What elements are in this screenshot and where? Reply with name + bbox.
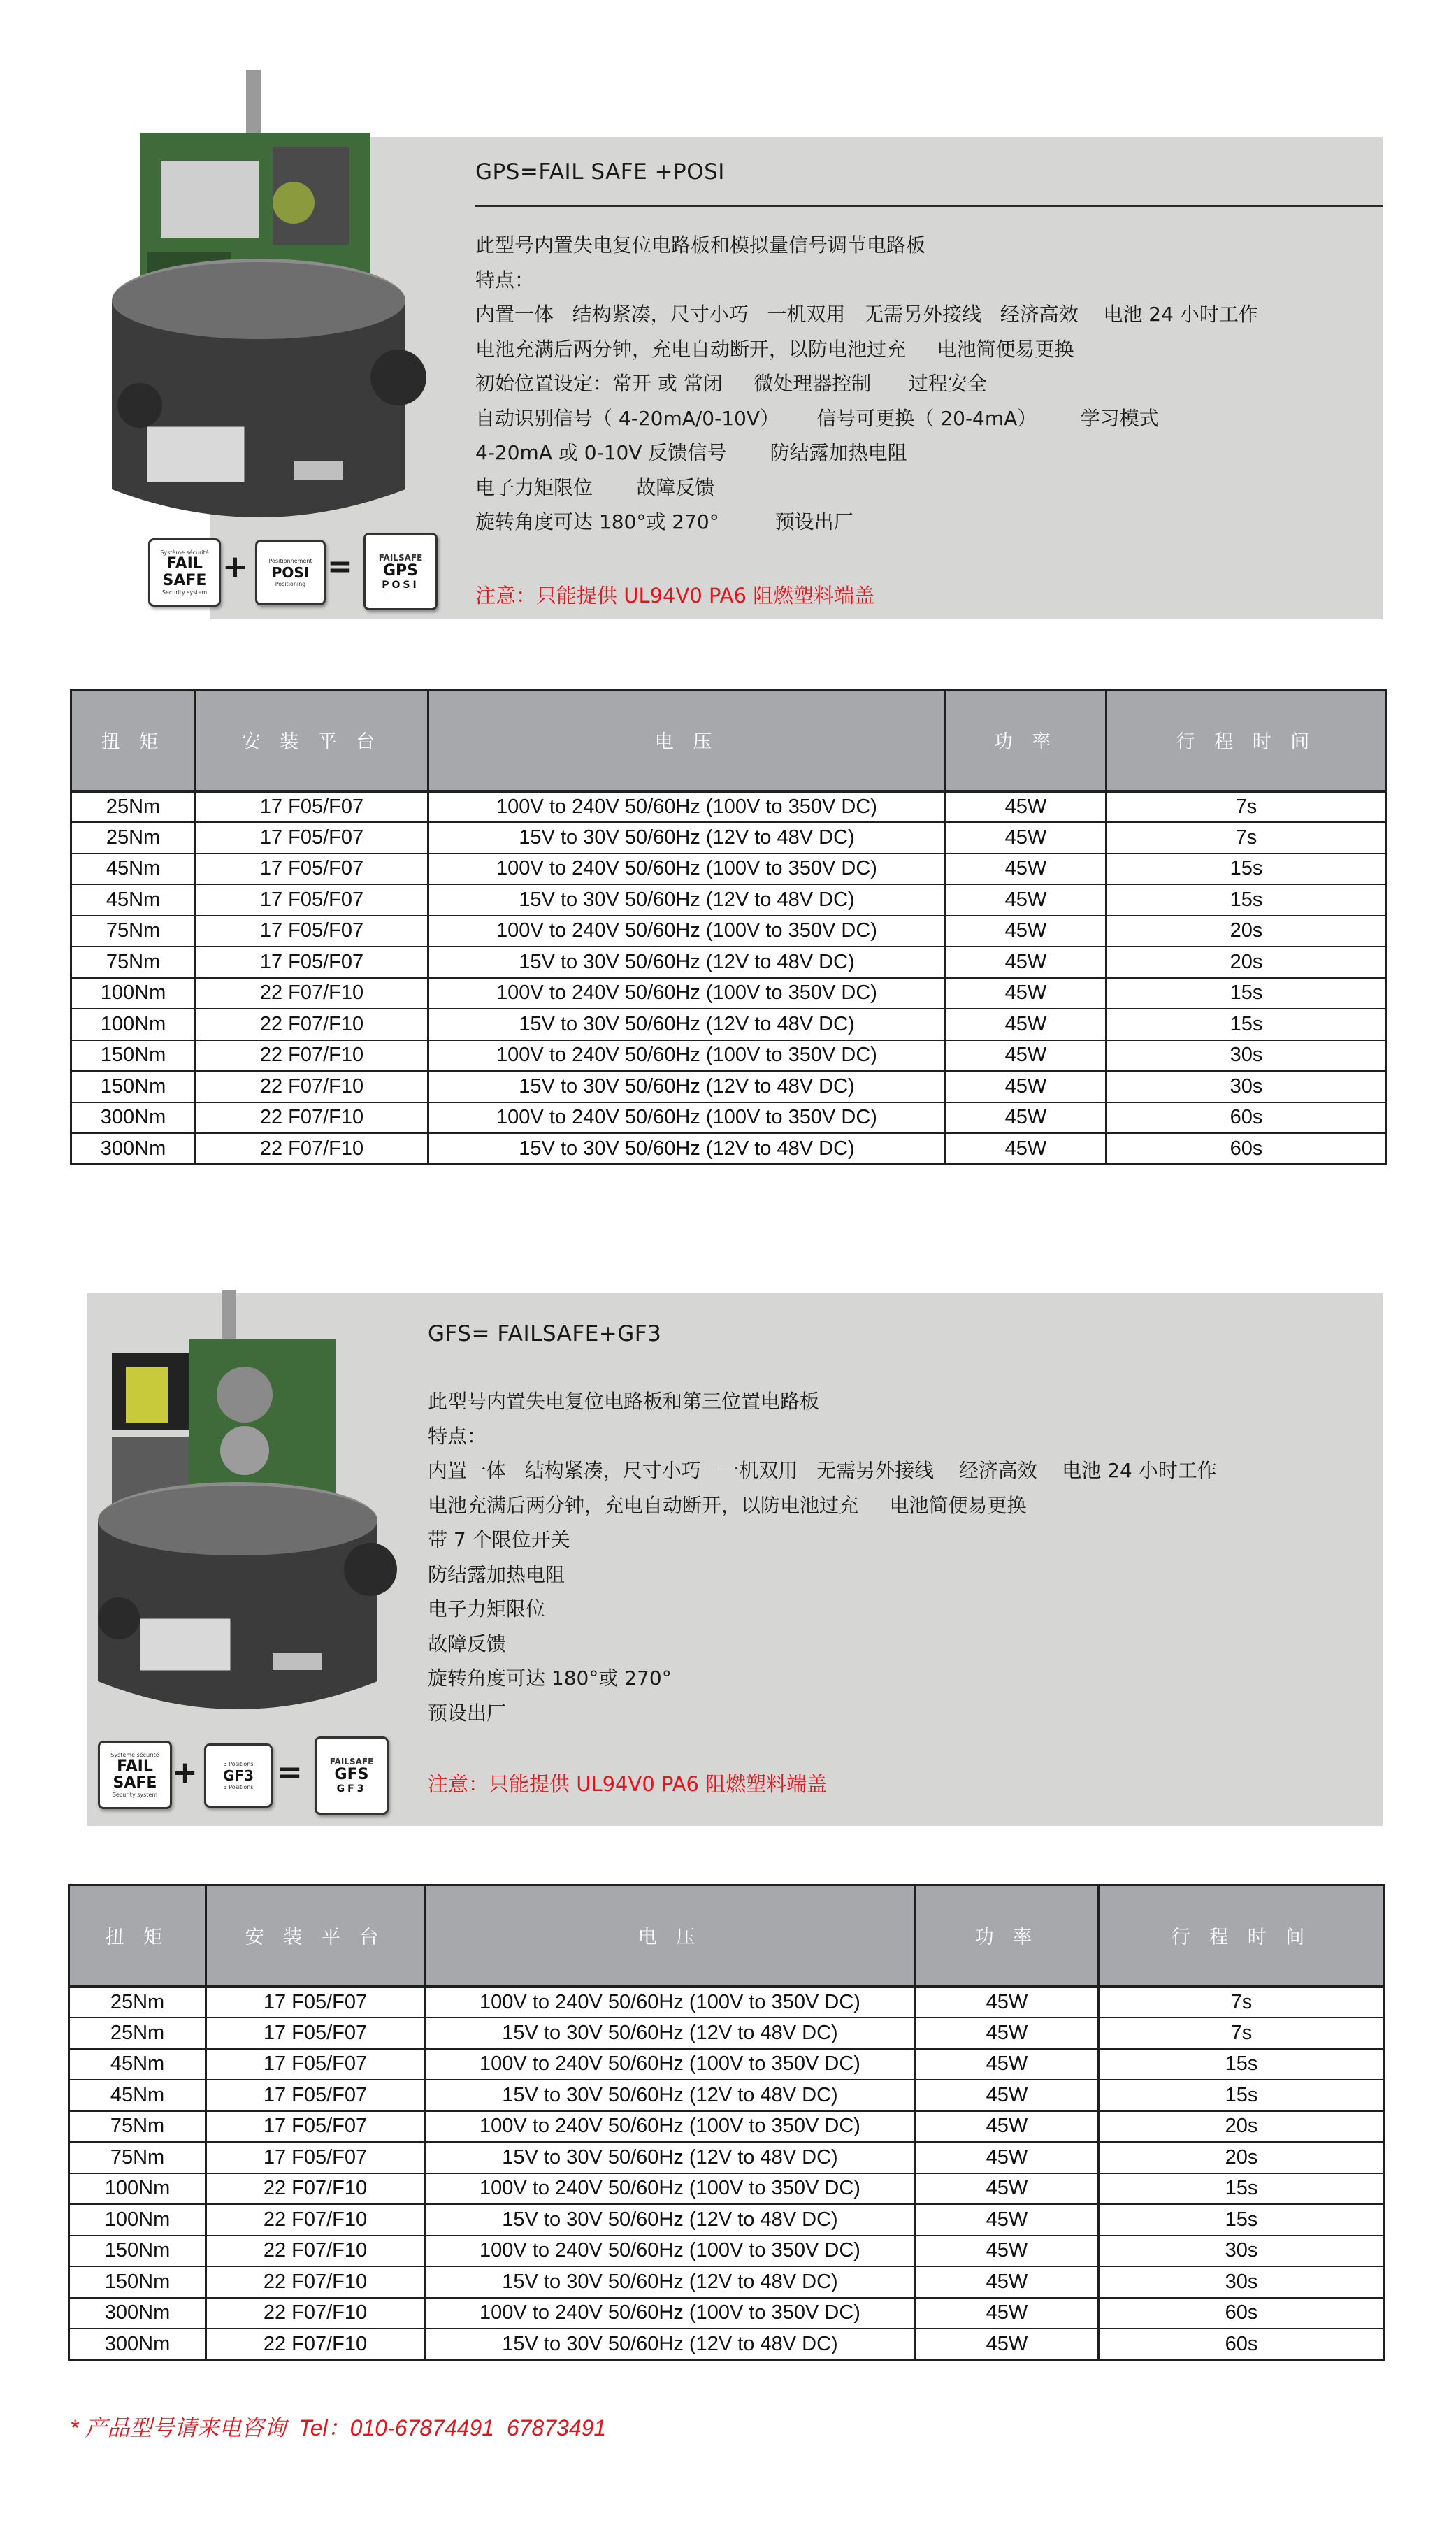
voltage-cell: 15V to 30V 50/60Hz (12V to 48V DC) — [425, 2080, 916, 2111]
table-row — [71, 791, 1387, 823]
torque-cell: 25Nm — [71, 822, 196, 854]
power-cell: 45W — [916, 2049, 1099, 2080]
stroke-time-cell: 15s — [1099, 2049, 1385, 2080]
table-row — [69, 2173, 1385, 2205]
table-row — [71, 947, 1387, 978]
table-row — [69, 1987, 1385, 2018]
stroke-time-cell: 60s — [1099, 2298, 1385, 2329]
feature-line: 故障反馈 — [428, 1632, 507, 1655]
voltage-cell: 100V to 240V 50/60Hz (100V to 350V DC) — [428, 978, 946, 1009]
stroke-time-cell: 15s — [1107, 884, 1387, 916]
voltage-cell: 100V to 240V 50/60Hz (100V to 350V DC) — [425, 2298, 916, 2329]
mounting-cell: 22 F07/F10 — [206, 2204, 425, 2236]
section1-note: 注意：只能提供 UL94V0 PA6 阻燃塑料端盖 — [475, 584, 875, 607]
mounting-cell: 17 F05/F07 — [206, 2049, 425, 2080]
badge-posi-sub-label: POSI — [382, 579, 419, 591]
mounting-cell: 22 F07/F10 — [196, 1133, 428, 1165]
stroke-time-cell: 20s — [1107, 916, 1387, 947]
badge-posi-label: POSI — [271, 564, 310, 581]
voltage-cell: 100V to 240V 50/60Hz (100V to 350V DC) — [428, 854, 946, 885]
gfs-actuator-photo — [63, 1290, 412, 1737]
torque-cell: 300Nm — [69, 2329, 206, 2360]
mounting-cell: 22 F07/F10 — [196, 978, 428, 1009]
stroke-time-cell: 15s — [1107, 978, 1387, 1009]
badge-small-label: 3 Positions — [223, 1761, 254, 1767]
stroke-time-cell: 60s — [1107, 1133, 1387, 1165]
feature-line: 初始位置设定：常开 或 常闭 微处理器控制 过程安全 — [475, 372, 987, 395]
table-row — [69, 2142, 1385, 2173]
voltage-cell: 15V to 30V 50/60Hz (12V to 48V DC) — [428, 1071, 946, 1102]
posi-badge — [255, 540, 326, 605]
mounting-cell: 17 F05/F07 — [196, 947, 428, 978]
gfs-result-badge — [315, 1736, 389, 1815]
table-header-row — [71, 690, 1387, 791]
voltage-cell: 15V to 30V 50/60Hz (12V to 48V DC) — [428, 1133, 946, 1165]
torque-cell: 150Nm — [69, 2266, 206, 2298]
section2-title: GFS= FAILSAFE+GF3 — [428, 1321, 662, 1346]
power-cell: 45W — [916, 2204, 1099, 2236]
table-row — [69, 2329, 1385, 2360]
mounting-cell: 22 F07/F10 — [206, 2298, 425, 2329]
voltage-cell: 100V to 240V 50/60Hz (100V to 350V DC) — [425, 2236, 916, 2267]
table-row — [71, 1009, 1387, 1040]
stroke-time-cell: 30s — [1107, 1071, 1387, 1102]
voltage-cell: 100V to 240V 50/60Hz (100V to 350V DC) — [425, 2111, 916, 2143]
torque-cell: 100Nm — [69, 2204, 206, 2236]
torque-cell: 150Nm — [71, 1040, 196, 1072]
feature-line: 4-20mA 或 0-10V 反馈信号 防结露加热电阻 — [475, 441, 907, 464]
badge-small-label-2: Security system — [161, 589, 208, 596]
feature-line: 电子力矩限位 — [428, 1597, 546, 1620]
torque-cell: 300Nm — [69, 2298, 206, 2329]
power-cell: 45W — [916, 2266, 1099, 2298]
stroke-time-cell: 15s — [1107, 854, 1387, 885]
voltage-cell: 15V to 30V 50/60Hz (12V to 48V DC) — [425, 2017, 916, 2049]
table-row — [69, 2298, 1385, 2329]
table-row — [69, 2111, 1385, 2143]
torque-cell: 25Nm — [69, 2017, 206, 2049]
torque-cell: 75Nm — [69, 2111, 206, 2143]
equals-sign: = — [327, 549, 353, 584]
header-power: 功 率 — [916, 1885, 1099, 1987]
voltage-cell: 100V to 240V 50/60Hz (100V to 350V DC) — [428, 916, 946, 947]
power-cell: 45W — [946, 791, 1107, 823]
mounting-cell: 17 F05/F07 — [196, 791, 428, 823]
failsafe-badge — [98, 1741, 172, 1809]
voltage-cell: 15V to 30V 50/60Hz (12V to 48V DC) — [428, 1009, 946, 1040]
badge-failsafe-label: FAILSAFE — [378, 552, 423, 563]
feature-line: 电池充满后两分钟，充电自动断开，以防电池过充 电池简便易更换 — [428, 1493, 1027, 1517]
mounting-cell: 22 F07/F10 — [206, 2329, 425, 2360]
stroke-time-cell: 60s — [1107, 1102, 1387, 1134]
voltage-cell: 15V to 30V 50/60Hz (12V to 48V DC) — [425, 2266, 916, 2298]
header-stroke-time: 行 程 时 间 — [1107, 690, 1387, 791]
power-cell: 45W — [946, 1133, 1107, 1165]
voltage-cell: 15V to 30V 50/60Hz (12V to 48V DC) — [425, 2204, 916, 2236]
spec-table-1 — [70, 689, 1387, 1165]
badge-fail-label: FAIL — [117, 1757, 153, 1775]
mounting-cell: 22 F07/F10 — [206, 2173, 425, 2205]
section1-title-rule — [475, 205, 1383, 207]
voltage-cell: 15V to 30V 50/60Hz (12V to 48V DC) — [428, 947, 946, 978]
torque-cell: 45Nm — [69, 2049, 206, 2080]
mounting-cell: 17 F05/F07 — [206, 2017, 425, 2049]
badge-safe-label: SAFE — [162, 572, 207, 589]
stroke-time-cell: 15s — [1099, 2204, 1385, 2236]
power-cell: 45W — [946, 854, 1107, 885]
gps-actuator-photo — [63, 70, 454, 601]
table-row — [69, 2080, 1385, 2111]
power-cell: 45W — [916, 2329, 1099, 2360]
voltage-cell: 15V to 30V 50/60Hz (12V to 48V DC) — [425, 2142, 916, 2173]
power-cell: 45W — [946, 1009, 1107, 1040]
badge-gps-label: GPS — [382, 561, 419, 580]
mounting-cell: 17 F05/F07 — [196, 854, 428, 885]
actuator-illustration — [63, 1290, 412, 1737]
header-mounting: 安 装 平 台 — [196, 690, 428, 791]
power-cell: 45W — [946, 916, 1107, 947]
voltage-cell: 100V to 240V 50/60Hz (100V to 350V DC) — [428, 1040, 946, 1072]
actuator-illustration — [63, 70, 454, 601]
gps-result-badge — [363, 533, 438, 610]
stroke-time-cell: 20s — [1099, 2142, 1385, 2173]
header-voltage: 电 压 — [425, 1885, 916, 1987]
mounting-cell: 22 F07/F10 — [196, 1102, 428, 1134]
contact-footer: * 产品型号请来电咨询 Tel：010-67874491 67873491 — [70, 2415, 607, 2440]
badge-gfs-label: GFS — [334, 1766, 369, 1783]
table-row — [71, 822, 1387, 854]
power-cell: 45W — [946, 947, 1107, 978]
section2-feature-list — [428, 1384, 1217, 1730]
feature-line: 电池充满后两分钟，充电自动断开，以防电池过充 电池简便易更换 — [475, 337, 1074, 361]
torque-cell: 300Nm — [71, 1102, 196, 1134]
power-cell: 45W — [946, 978, 1107, 1009]
feature-line: 特点： — [475, 268, 535, 292]
feature-line: 旋转角度可达 180°或 270° 预设出厂 — [475, 510, 853, 533]
torque-cell: 75Nm — [69, 2142, 206, 2173]
power-cell: 45W — [916, 2017, 1099, 2049]
voltage-cell: 100V to 240V 50/60Hz (100V to 350V DC) — [425, 2173, 916, 2205]
equals-sign: = — [277, 1755, 303, 1790]
mounting-cell: 17 F05/F07 — [196, 822, 428, 854]
header-stroke-time: 行 程 时 间 — [1099, 1885, 1385, 1987]
power-cell: 45W — [946, 884, 1107, 916]
feature-line: 防结露加热电阻 — [428, 1562, 565, 1586]
stroke-time-cell: 30s — [1107, 1040, 1387, 1072]
table-row — [69, 2266, 1385, 2298]
stroke-time-cell: 20s — [1107, 947, 1387, 978]
table-row — [69, 2204, 1385, 2236]
table-row — [71, 1071, 1387, 1102]
power-cell: 45W — [946, 1102, 1107, 1134]
voltage-cell: 15V to 30V 50/60Hz (12V to 48V DC) — [428, 822, 946, 854]
mounting-cell: 22 F07/F10 — [206, 2266, 425, 2298]
table-row — [69, 2049, 1385, 2080]
mounting-cell: 17 F05/F07 — [196, 884, 428, 916]
badge-small-label-2: Positioning — [275, 581, 306, 587]
power-cell: 45W — [916, 2236, 1099, 2267]
table-row — [69, 2236, 1385, 2267]
voltage-cell: 100V to 240V 50/60Hz (100V to 350V DC) — [425, 1987, 916, 2018]
voltage-cell: 100V to 240V 50/60Hz (100V to 350V DC) — [428, 791, 946, 823]
torque-cell: 300Nm — [71, 1133, 196, 1165]
badge-gf3-sub-label: GF3 — [336, 1783, 367, 1794]
spec-table-2 — [68, 1884, 1385, 2361]
stroke-time-cell: 7s — [1107, 791, 1387, 823]
badge-small-label: Système sécurité — [110, 1752, 159, 1758]
badge-fail-label: FAIL — [166, 555, 203, 573]
table-row — [71, 854, 1387, 885]
section1-title: GPS=FAIL SAFE +POSI — [475, 159, 725, 185]
header-torque: 扭 矩 — [69, 1885, 206, 1987]
header-power: 功 率 — [946, 690, 1107, 791]
power-cell: 45W — [916, 2142, 1099, 2173]
header-mounting: 安 装 平 台 — [206, 1885, 425, 1987]
torque-cell: 100Nm — [71, 1009, 196, 1040]
power-cell: 45W — [916, 2111, 1099, 2143]
mounting-cell: 17 F05/F07 — [206, 2111, 425, 2143]
feature-line: 带 7 个限位开关 — [428, 1528, 570, 1551]
voltage-cell: 15V to 30V 50/60Hz (12V to 48V DC) — [425, 2329, 916, 2360]
mounting-cell: 22 F07/F10 — [196, 1071, 428, 1102]
voltage-cell: 100V to 240V 50/60Hz (100V to 350V DC) — [425, 2049, 916, 2080]
torque-cell: 25Nm — [71, 791, 196, 823]
mounting-cell: 17 F05/F07 — [196, 916, 428, 947]
power-cell: 45W — [946, 1071, 1107, 1102]
table-row — [71, 978, 1387, 1009]
torque-cell: 100Nm — [69, 2173, 206, 2205]
feature-line: 自动识别信号（ 4-20mA/0-10V） 信号可更换（ 20-4mA） 学习模式 — [475, 406, 1159, 430]
stroke-time-cell: 30s — [1099, 2266, 1385, 2298]
mounting-cell: 17 F05/F07 — [206, 2142, 425, 2173]
torque-cell: 25Nm — [69, 1987, 206, 2018]
voltage-cell: 15V to 30V 50/60Hz (12V to 48V DC) — [428, 884, 946, 916]
feature-line: 旋转角度可达 180°或 270° — [428, 1667, 672, 1690]
power-cell: 45W — [916, 2173, 1099, 2205]
power-cell: 45W — [916, 2298, 1099, 2329]
table-row — [71, 884, 1387, 916]
torque-cell: 75Nm — [71, 916, 196, 947]
stroke-time-cell: 7s — [1099, 2017, 1385, 2049]
table-row — [71, 1040, 1387, 1072]
gf3-badge — [204, 1743, 273, 1808]
torque-cell: 100Nm — [71, 978, 196, 1009]
stroke-time-cell: 15s — [1099, 2080, 1385, 2111]
badge-safe-label: SAFE — [113, 1774, 157, 1792]
section2-note: 注意：只能提供 UL94V0 PA6 阻燃塑料端盖 — [428, 1772, 828, 1796]
torque-cell: 45Nm — [71, 884, 196, 916]
stroke-time-cell: 30s — [1099, 2236, 1385, 2267]
badge-failsafe-label: FAILSAFE — [329, 1757, 374, 1767]
stroke-time-cell: 7s — [1099, 1987, 1385, 2018]
header-voltage: 电 压 — [428, 690, 946, 791]
plus-sign: + — [172, 1755, 198, 1790]
badge-small-label: Système sécurité — [160, 549, 209, 556]
table-row — [71, 1133, 1387, 1165]
stroke-time-cell: 15s — [1099, 2173, 1385, 2205]
mounting-cell: 17 F05/F07 — [206, 2080, 425, 2111]
stroke-time-cell: 60s — [1099, 2329, 1385, 2360]
mounting-cell: 22 F07/F10 — [206, 2236, 425, 2267]
table-row — [71, 1102, 1387, 1134]
power-cell: 45W — [916, 1987, 1099, 2018]
badge-small-label: Positionnement — [268, 558, 312, 564]
power-cell: 45W — [946, 822, 1107, 854]
power-cell: 45W — [946, 1040, 1107, 1072]
voltage-cell: 100V to 240V 50/60Hz (100V to 350V DC) — [428, 1102, 946, 1134]
badge-small-label-2: 3 Positions — [223, 1784, 254, 1790]
feature-line: 电子力矩限位 故障反馈 — [475, 475, 715, 499]
failsafe-badge — [148, 538, 221, 607]
table-row — [71, 916, 1387, 947]
badge-gf3-label: GF3 — [223, 1767, 254, 1784]
torque-cell: 45Nm — [69, 2080, 206, 2111]
section1-feature-list — [475, 228, 1258, 540]
feature-line: 内置一体 结构紧凑，尺寸小巧 一机双用 无需另外接线 经济高效 电池 24 小时工作 — [475, 303, 1258, 326]
header-torque: 扭 矩 — [71, 690, 196, 791]
mounting-cell: 22 F07/F10 — [196, 1009, 428, 1040]
torque-cell: 150Nm — [71, 1071, 196, 1102]
stroke-time-cell: 7s — [1107, 822, 1387, 854]
power-cell: 45W — [916, 2080, 1099, 2111]
feature-line: 特点： — [428, 1424, 487, 1448]
stroke-time-cell: 15s — [1107, 1009, 1387, 1040]
feature-line: 内置一体 结构紧凑，尺寸小巧 一机双用 无需另外接线 经济高效 电池 24 小时工作 — [428, 1459, 1217, 1482]
mounting-cell: 22 F07/F10 — [196, 1040, 428, 1072]
badge-small-label-2: Security system — [112, 1792, 158, 1798]
torque-cell: 150Nm — [69, 2236, 206, 2267]
plus-sign: + — [222, 549, 248, 584]
torque-cell: 75Nm — [71, 947, 196, 978]
table-header-row — [69, 1885, 1385, 1987]
table-row — [69, 2017, 1385, 2049]
feature-line: 预设出厂 — [428, 1701, 507, 1725]
feature-line: 此型号内置失电复位电路板和第三位置电路板 — [428, 1390, 820, 1413]
feature-line: 此型号内置失电复位电路板和模拟量信号调节电路板 — [475, 233, 926, 257]
mounting-cell: 17 F05/F07 — [206, 1987, 425, 2018]
stroke-time-cell: 20s — [1099, 2111, 1385, 2143]
torque-cell: 45Nm — [71, 854, 196, 885]
